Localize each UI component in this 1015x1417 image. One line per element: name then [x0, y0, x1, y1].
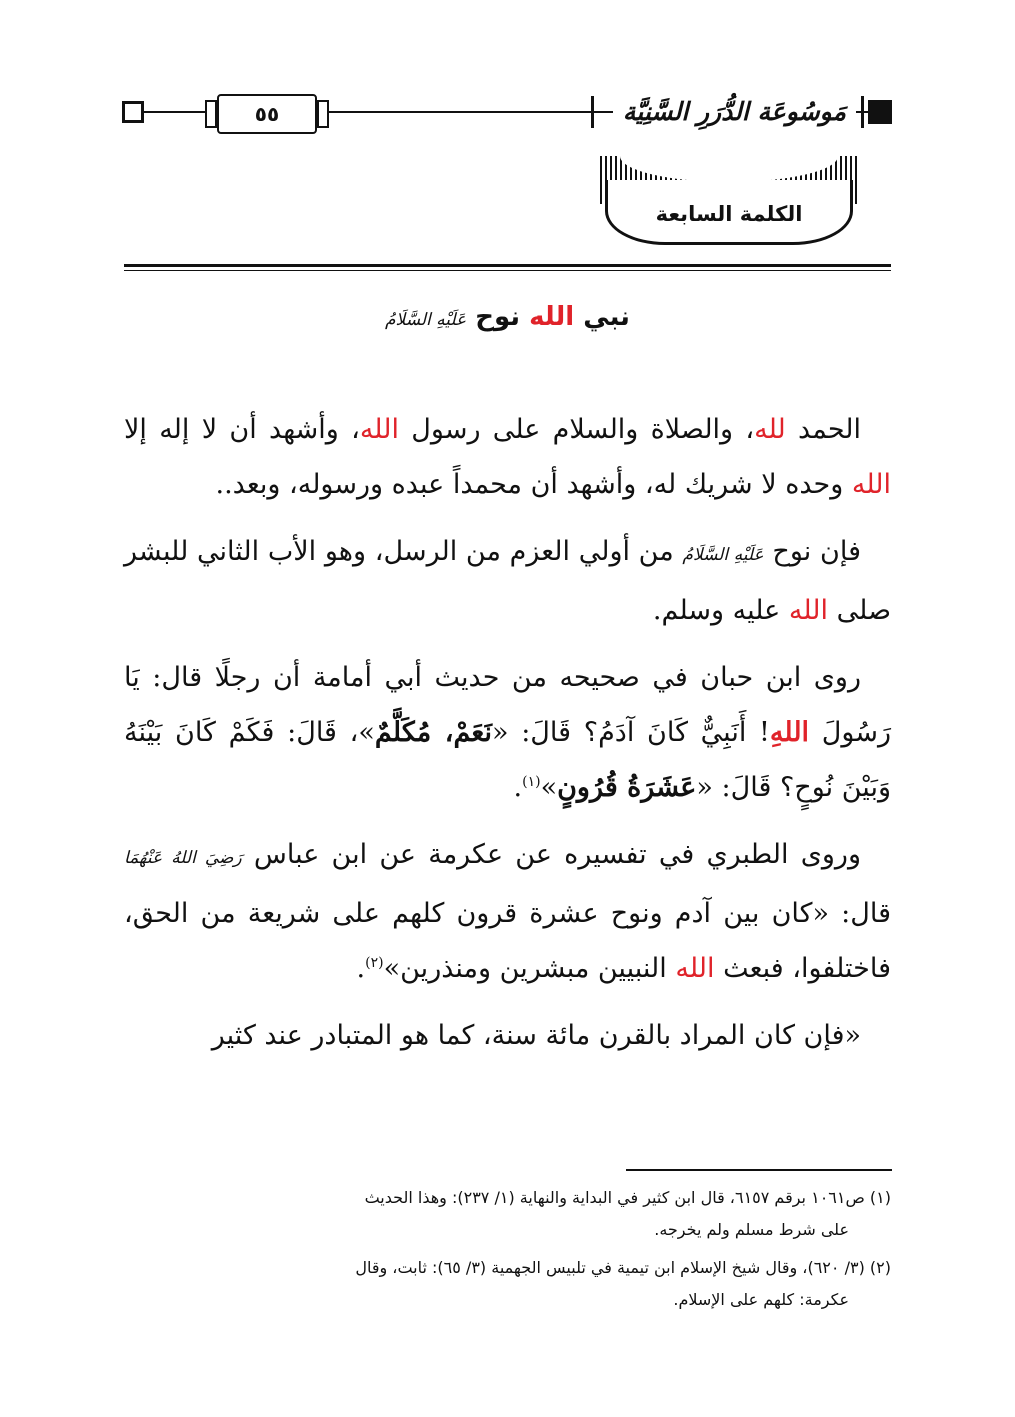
divider-thick [124, 264, 891, 267]
text: النبيين مبشرين ومنذرين» [383, 953, 676, 984]
text: قال: «كان بين آدم ونوح عشرة قرون كلهم على شريعة من الحق، فاختلفوا، فبعث [124, 898, 891, 984]
page-number: ٥٥ [254, 102, 280, 126]
title-allah: الله [529, 302, 575, 332]
title-honorific: عَلَيْهِ السَّلَامُ [385, 310, 467, 330]
series-title: مَوسُوعَة الدُّرَرِ السَّنِيَّة [613, 88, 856, 134]
red-word: الله [359, 414, 399, 445]
footnote-text: على شرط مسلم ولم يخرجه. [654, 1220, 849, 1239]
red-word: الله [788, 595, 829, 626]
footnote-number: (١) [869, 1188, 891, 1207]
red-word: الله [675, 953, 715, 984]
divider-thin [124, 270, 891, 271]
footnote-number: (٢) [869, 1258, 891, 1277]
footnote-ref[interactable]: (١) [522, 774, 541, 790]
text: روى ابن حبان في صحيحه من حديث أبي أمامة أن رجلًا قال: يَا رَسُولَ [124, 662, 892, 748]
text: «فإن كان المراد بالقرن مائة سنة، كما هو المتبادر عند كثير [211, 1020, 861, 1051]
page-header [122, 88, 892, 136]
text: »، قَالَ: فَكَمْ كَانَ بَيْنَهُ وَبَيْنَ نُوحٍ؟ قَالَ: « [124, 717, 891, 803]
footnotes [124, 1182, 891, 1322]
text: الحمد [785, 414, 861, 445]
open-square-ornament [122, 101, 144, 123]
red-word: لله [754, 414, 786, 445]
footnote-text: عكرمة: كلهم على الإسلام. [673, 1290, 849, 1309]
footnote-text: (٣/ ٦٢٠)، وقال شيخ الإسلام ابن تيمية في تلبيس الجهمية (٣/ ٦٥): ثابت، وقال [355, 1258, 865, 1277]
paragraph-2 [124, 524, 891, 638]
footnote-2 [124, 1252, 891, 1316]
text: ! أَنَبِيٌّ كَانَ آدَمُ؟ قَالَ: « [491, 717, 770, 748]
title-prefix: نبي [583, 302, 630, 332]
footnote-1 [124, 1182, 891, 1246]
honorific: رَضِيَ اللهُ عَنْهُمَا [124, 848, 242, 868]
text: وحده لا شريك له، وأشهد أن محمداً عبده ورسوله، وبعد.. [215, 469, 852, 500]
footnote-ref[interactable]: (٢) [365, 955, 384, 971]
red-word: اللهِ [769, 717, 810, 748]
text: ، وأشهد أن لا إله إلا [124, 414, 360, 445]
paragraph-4 [124, 827, 891, 996]
chapter-label: الكلمة السابعة [655, 202, 803, 226]
text: ، والصلاة والسلام على رسول [398, 414, 755, 445]
text: من أولي العزم من الرسل، وهو الأب الثاني للبشر صلى [124, 536, 891, 626]
paragraph-1 [124, 402, 891, 512]
text: فإن نوح [763, 536, 861, 567]
paragraph-5 [124, 1008, 891, 1063]
badge-pill [605, 180, 853, 245]
red-word: الله [851, 469, 891, 500]
title-suffix: نوح [475, 302, 521, 332]
series-bar-right [861, 96, 864, 128]
series-bar-left [591, 96, 594, 128]
paragraph-3 [124, 650, 891, 815]
chapter-badge [600, 156, 858, 248]
footnote-divider [626, 1169, 892, 1171]
text: وروى الطبري في تفسيره عن عكرمة عن ابن عباس [241, 839, 862, 870]
text: . [356, 953, 366, 984]
hadith-text: عَشَرَةُ قُرُونٍ [557, 772, 697, 803]
footnote-text: ص١٠٦١ برقم ٦١٥٧، قال ابن كثير في البداية والنهاية (١/ ٢٣٧): وهذا الحديث [364, 1188, 865, 1207]
page-number-frame [217, 94, 317, 134]
text: . [513, 772, 523, 803]
text: عليه وسلم. [652, 595, 789, 626]
hadith-text: نَعَمْ، مُكَلَّمٌ [374, 717, 492, 748]
solid-square-ornament [868, 100, 892, 124]
body-text [124, 402, 891, 1075]
honorific: عَلَيْهِ السَّلَامُ [682, 545, 764, 565]
page-title [124, 302, 891, 332]
text: » [540, 772, 558, 803]
